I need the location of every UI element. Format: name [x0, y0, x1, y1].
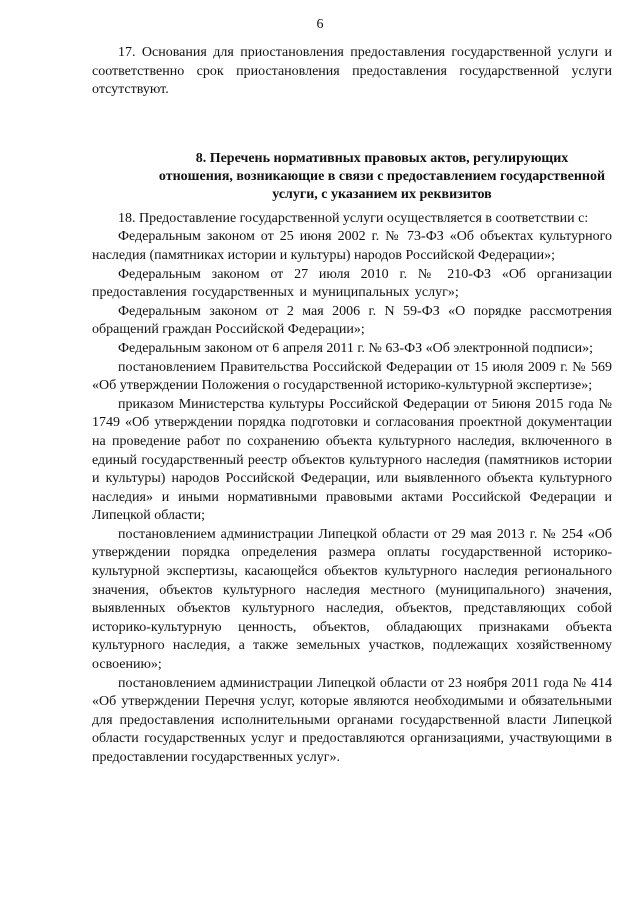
legal-act-regional-decree-414: постановлением администрации Липецкой области от 23 ноября 2011 года № 414 «Об утверждении Перечня услуг, которые являются необходимыми и обязательными для предоставления исполнительными органами государственной власти Липецкой области государственных услуг и предоставляются организациями, участвующими в предоставлении государственных услуг». [92, 675, 612, 765]
section-heading-line-1: 8. Перечень нормативных правовых актов, регулирующих [195, 150, 569, 166]
section-heading-line-2: отношения, возникающие в связи с предоставлением государственной [158, 168, 606, 184]
legal-act-regional-decree-254: постановлением администрации Липецкой области от 29 мая 2013 г. № 254 «Об утверждении порядка определения размера оплаты государственной историко-культурной экспертизы, касающейся объектов культурного наследия регионального значения, объектов культурного наследия местного (муниципального) значения, выявленных объектов культурного наследия, объектов, представляющих собой историко-культурную ценность, объектов, обладающих признаками объекта культурного наследия, а также земельных участков, подлежащих хозяйственному освоению»; [92, 526, 612, 673]
section-heading-line-3: услуги, с указанием их реквизитов [272, 186, 492, 202]
section-heading [92, 150, 612, 204]
page-number: 6 [316, 17, 324, 32]
legal-act-government-decree-569: постановлением Правительства Российской Федерации от 15 июля 2009 г. № 569 «Об утверждении Положения о государственной историко-культурной экспертизе»; [92, 359, 612, 394]
legal-act-federal-law-63: Федеральным законом от 6 апреля 2011 г. № 63-ФЗ «Об электронной подписи»; [118, 340, 594, 356]
legal-act-federal-law-73: Федеральным законом от 25 июня 2002 г. № 73-ФЗ «Об объектах культурного наследия (памятниках истории и культуры) народов Российской Федерации»; [92, 229, 612, 263]
paragraph-17: 17. Основания для приостановления предоставления государственной услуги и соответственно срок приостановления предоставления государственной услуги отсутствуют. [92, 45, 612, 98]
legal-act-federal-law-59: Федеральным законом от 2 мая 2006 г. N 59-ФЗ «О порядке рассмотрения обращений граждан Российской Федерации»; [92, 303, 612, 338]
legal-act-federal-law-210: Федеральным законом от 27 июля 2010 г. № 210-ФЗ «Об организации предоставления государственных и муниципальных услуг»; [92, 266, 612, 301]
paragraph-18: 18. Предоставление государственной услуги осуществляется в соответствии с: [118, 210, 589, 226]
legal-act-ministry-order-1749: приказом Министерства культуры Российской Федерации от 5июня 2015 года № 1749 «Об утверждении порядка подготовки и согласования проектной документации на проведение работ по сохранению объекта культурного наследия, включенного в единый государственный реестр объектов культурного наследия (памятников истории и культуры) народов Российской Федерации, или выявленного объекта культурного наследия» и иными нормативными правовыми актами Российской Федерации и Липецкой области; [92, 396, 612, 524]
document-body [92, 44, 612, 768]
